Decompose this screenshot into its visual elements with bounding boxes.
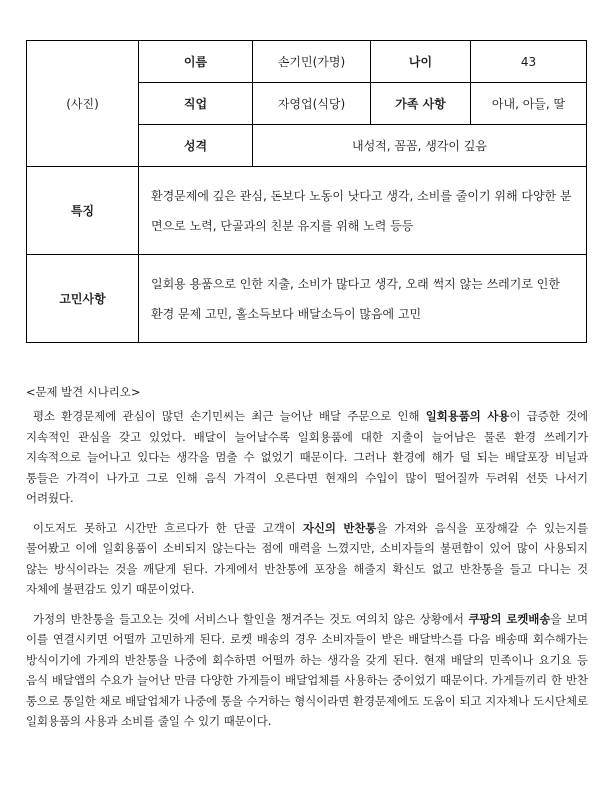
persona-row-traits — [27, 167, 587, 255]
name-value: 손기민(가명) — [253, 41, 371, 83]
text-span: 을 보며 이를 연결시키면 어떨까 고민하게 된다. 로켓 배송의 경우 소비자들이 받은 배달박스를 다음 배송때 회수해가는 방식이기에 가게의 반찬통을 나중에 회수하면 어떨까 하는 생각을 갖게 된다. 현재 배달의 민족이나 요기요 등 음식 배달앱의 수요가 늘어난 만큼 다양한 가게들이 배달업체를 사용하는 중이었기 때문이다. 가게들끼리 한 반찬 통으로 통일한 채로 배달업체가 나중에 통을 수거하는 형식이라면 환경문제에도 도움이 되고 지자체나 도시단체로 일회용품의 사용과 소비를 줄일 수 있기 때문이다. — [26, 611, 588, 728]
concerns-label: 고민사항 — [27, 255, 139, 343]
scenario-paragraph-3 — [26, 609, 588, 732]
emphasis-own-container: 자신의 반찬통 — [302, 520, 377, 535]
age-value: 43 — [471, 41, 587, 83]
text-span: 이도저도 못하고 시간만 흐르다가 한 단골 고객이 — [33, 520, 303, 535]
personality-label: 성격 — [139, 125, 253, 167]
job-value: 자영업(식당) — [253, 83, 371, 125]
concerns-value: 일회용 용품으로 인한 지출, 소비가 많다고 생각, 오래 썩지 않는 쓰레기로 인한 환경 문제 고민, 홀소득보다 배달소득이 많음에 고민 — [139, 255, 587, 343]
age-label: 나이 — [371, 41, 471, 83]
personality-value: 내성적, 꼼꼼, 생각이 깊음 — [253, 125, 587, 167]
text-span: 가정의 반찬통을 들고오는 것에 서비스나 할인을 챙겨주는 것도 여의치 않은 상황에서 — [33, 611, 469, 626]
persona-table — [26, 40, 587, 343]
scenario-title: <문제 발견 시나리오> — [26, 385, 141, 399]
persona-row-concerns — [27, 255, 587, 343]
emphasis-rocket-delivery: 쿠팡의 로켓배송 — [468, 611, 551, 626]
text-span: 평소 환경문제에 관심이 많던 손기민씨는 최근 늘어난 배달 주문으로 인해 — [33, 409, 426, 423]
traits-value: 환경문제에 깊은 관심, 돈보다 노동이 낫다고 생각, 소비를 줄이기 위해 다양한 분면으로 노력, 단골과의 친분 유지를 위해 노력 등등 — [139, 167, 587, 255]
scenario-paragraph-1 — [26, 406, 588, 509]
name-label: 이름 — [139, 41, 253, 83]
emphasis-disposables: 일회용품의 사용 — [425, 409, 510, 423]
scenario-paragraph-2 — [26, 518, 588, 600]
photo-cell: (사진) — [27, 41, 139, 167]
family-value: 아내, 아들, 딸 — [471, 83, 587, 125]
traits-label: 특징 — [27, 167, 139, 255]
job-label: 직업 — [139, 83, 253, 125]
persona-row-name — [27, 41, 587, 83]
family-label: 가족 사항 — [371, 83, 471, 125]
text-span: 이 급증한 것에 지속적인 관심을 갖고 있었다. 배달이 늘어날수록 일회용품에 대한 지출이 늘어남은 물론 환경 쓰레기가 지속적으로 늘어나고 있다는 생각을 멈출 수 없었기 때문이다. 그러나 환경에 해가 덜 되는 배달포장 비닐과 통들은 가격이 나가고 그로 인해 음식 가격이 오른다면 현재의 수입이 많이 떨어질까 두려워 선뜻 나서기 어려웠다. — [26, 409, 588, 505]
scenario-section — [26, 384, 588, 741]
text-span: 을 가져와 음식을 포장해갈 수 있는지를 물어봤고 이에 일회용품이 소비되지 않는다는 점에 매력을 느꼈지만, 소비자들의 불편함이 있어 많이 사용되지 않는 방식이라는 것을 깨닫게 된다. 가게에서 반찬통에 포장을 해줄지 확신도 없고 반찬통을 들고 다니는 것 자체에 불편감도 있기 때문이었다. — [26, 520, 588, 596]
